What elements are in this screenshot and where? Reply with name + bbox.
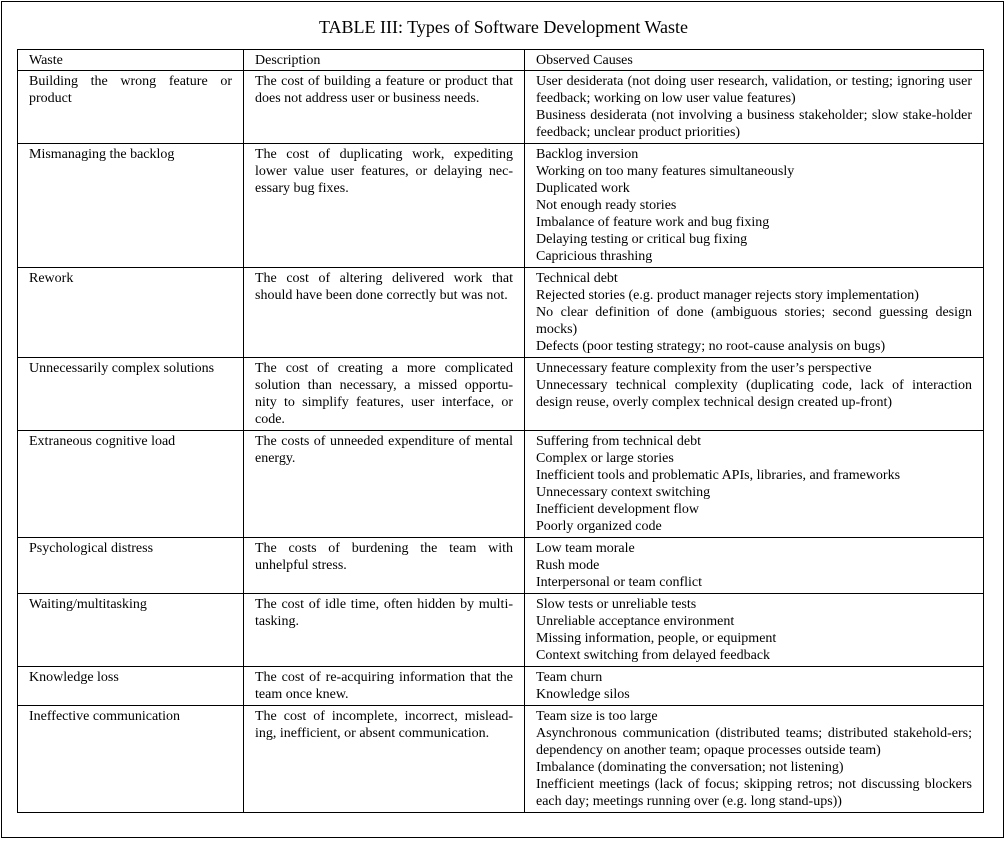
cause-item: Inefficient development flow bbox=[536, 502, 700, 517]
cause-item: Imbalance (dominating the conversation; not listening) bbox=[536, 760, 844, 775]
cause-item: Unnecessary technical complexity (duplicating code, lack of interaction design reuse, overly complex technical design created up-front) bbox=[536, 378, 972, 410]
cause-item: Not enough ready stories bbox=[536, 198, 677, 213]
description-cell: The cost of creating a more complicated solution than necessary, a missed opportu-nity to simplify features, user interface, or code. bbox=[244, 358, 525, 431]
waste-table bbox=[17, 49, 984, 813]
cause-item: Interpersonal or team conflict bbox=[536, 575, 702, 590]
cause-item: Suffering from technical debt bbox=[536, 434, 701, 449]
cause-item: Team size is too large bbox=[536, 709, 658, 724]
observed-causes-cell bbox=[525, 268, 984, 358]
cause-item: Inefficient tools and problematic APIs, libraries, and frameworks bbox=[536, 468, 901, 483]
cause-item: Delaying testing or critical bug fixing bbox=[536, 232, 748, 247]
waste-cell: Extraneous cognitive load bbox=[18, 431, 244, 538]
cause-item: Unnecessary context switching bbox=[536, 485, 711, 500]
waste-cell: Knowledge loss bbox=[18, 667, 244, 706]
cause-item: Team churn bbox=[536, 670, 603, 685]
waste-cell: Waiting/multitasking bbox=[18, 594, 244, 667]
description-cell: The cost of duplicating work, expediting lower value user features, or delaying nec-essary bug fixes. bbox=[244, 144, 525, 268]
table-row bbox=[18, 71, 984, 144]
table-row bbox=[18, 268, 984, 358]
table-caption: TABLE III: Types of Software Development Waste bbox=[318, 17, 689, 37]
cause-item: Capricious thrashing bbox=[536, 249, 653, 264]
observed-causes-cell bbox=[525, 706, 984, 813]
observed-causes-cell bbox=[525, 667, 984, 706]
cause-item: Unreliable acceptance environment bbox=[536, 614, 735, 629]
table-row bbox=[18, 706, 984, 813]
cause-item: No clear definition of done (ambiguous stories; second guessing design mocks) bbox=[536, 305, 972, 337]
table-row bbox=[18, 358, 984, 431]
cause-item: Inefficient meetings (lack of focus; skipping retros; not discussing blockers each day; meetings running over (e.g. long stand-ups)) bbox=[536, 777, 972, 809]
header-row bbox=[18, 50, 984, 71]
cause-item: Defects (poor testing strategy; no root-cause analysis on bugs) bbox=[536, 339, 886, 354]
description-cell: The costs of burdening the team with unhelpful stress. bbox=[244, 538, 525, 594]
cause-item: Rush mode bbox=[536, 558, 600, 573]
table-row bbox=[18, 594, 984, 667]
observed-causes-cell bbox=[525, 144, 984, 268]
description-cell: The cost of altering delivered work that should have been done correctly but was not. bbox=[244, 268, 525, 358]
header-observed-causes: Observed Causes bbox=[525, 50, 984, 71]
cause-item: Complex or large stories bbox=[536, 451, 674, 466]
table-row bbox=[18, 538, 984, 594]
observed-causes-cell bbox=[525, 358, 984, 431]
observed-causes-cell bbox=[525, 431, 984, 538]
cause-item: Working on too many features simultaneously bbox=[536, 164, 795, 179]
waste-cell: Psychological distress bbox=[18, 538, 244, 594]
cause-item: Unnecessary feature complexity from the user’s perspective bbox=[536, 361, 872, 376]
cause-item: Context switching from delayed feedback bbox=[536, 648, 771, 663]
waste-cell: Rework bbox=[18, 268, 244, 358]
table-row bbox=[18, 667, 984, 706]
header-waste: Waste bbox=[18, 50, 244, 71]
header-description: Description bbox=[244, 50, 525, 71]
cause-item: Imbalance of feature work and bug fixing bbox=[536, 215, 770, 230]
waste-cell: Mismanaging the backlog bbox=[18, 144, 244, 268]
cause-item: Business desiderata (not involving a business stakeholder; slow stake-holder feedback; unclear product priorities) bbox=[536, 108, 972, 140]
description-cell: The cost of building a feature or product that does not address user or business needs. bbox=[244, 71, 525, 144]
waste-cell: Building the wrong feature or product bbox=[18, 71, 244, 144]
waste-cell: Unnecessarily complex solutions bbox=[18, 358, 244, 431]
cause-item: Low team morale bbox=[536, 541, 635, 556]
cause-item: Duplicated work bbox=[536, 181, 630, 196]
description-cell: The costs of unneeded expenditure of mental energy. bbox=[244, 431, 525, 538]
description-cell: The cost of idle time, often hidden by multi-tasking. bbox=[244, 594, 525, 667]
observed-causes-cell bbox=[525, 538, 984, 594]
cause-item: Poorly organized code bbox=[536, 519, 662, 534]
cause-item: User desiderata (not doing user research, validation, or testing; ignoring user feedback; working on low user value features) bbox=[536, 74, 972, 106]
cause-item: Missing information, people, or equipment bbox=[536, 631, 777, 646]
observed-causes-cell bbox=[525, 594, 984, 667]
description-cell: The cost of re-acquiring information that the team once knew. bbox=[244, 667, 525, 706]
cause-item: Asynchronous communication (distributed teams; distributed stakehold-ers; dependency on another team; opaque processes outside team) bbox=[536, 726, 972, 758]
cause-item: Technical debt bbox=[536, 271, 618, 286]
observed-causes-cell bbox=[525, 71, 984, 144]
description-cell: The cost of incomplete, incorrect, mislead-ing, inefficient, or absent communication. bbox=[244, 706, 525, 813]
cause-item: Knowledge silos bbox=[536, 687, 630, 702]
waste-cell: Ineffective communication bbox=[18, 706, 244, 813]
table-body bbox=[18, 71, 984, 813]
table-row bbox=[18, 144, 984, 268]
table-row bbox=[18, 431, 984, 538]
cause-item: Rejected stories (e.g. product manager rejects story implementation) bbox=[536, 288, 919, 303]
cause-item: Slow tests or unreliable tests bbox=[536, 597, 697, 612]
cause-item: Backlog inversion bbox=[536, 147, 639, 162]
